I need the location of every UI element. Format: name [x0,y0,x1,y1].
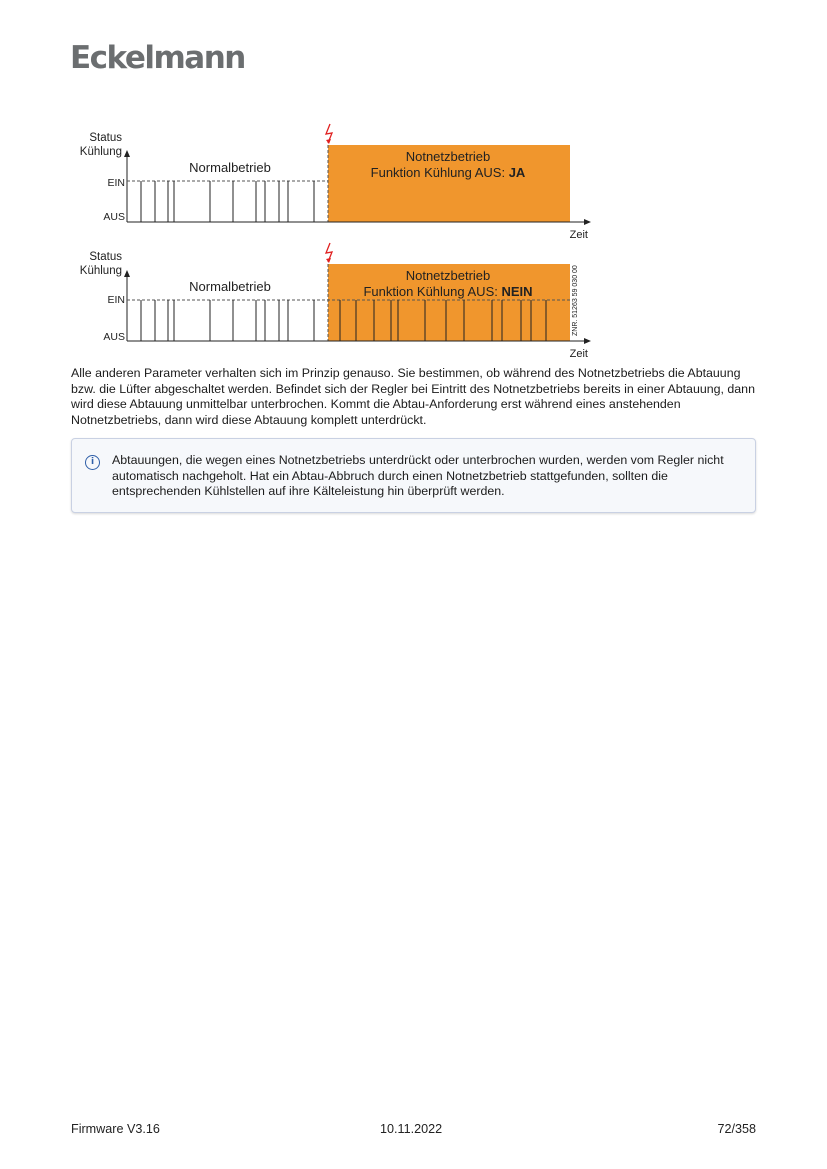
normal-operation-label: Normalbetrieb [189,279,271,294]
info-icon: i [85,455,100,470]
footer-date: 10.11.2022 [380,1122,443,1136]
pulse-marks-top [141,181,314,222]
y-label-cooling: Kühlung [79,146,122,158]
info-note-box [71,438,756,513]
level-off-label: AUS [103,211,125,223]
emergency-title: Notnetzbetrieb [405,268,491,283]
x-axis-arrow-top [584,219,591,225]
emergency-title: Notnetzbetrieb [405,149,491,164]
diagram-bottom [80,243,591,360]
x-label-time: Zeit [569,229,588,241]
footer-page-number: 72/358 [717,1122,756,1136]
lightning-arrowhead [326,258,331,263]
x-label-time: Zeit [569,348,588,360]
emergency-function-line [371,165,526,180]
body-paragraph: Alle anderen Parameter verhalten sich im Prinzip genauso. Sie bestimmen, ob während des Notnetzbetriebs die Abtauung bzw. die Lüfter abgeschaltet werden. Befindet sich der Regler bei Eintritt des Notnetzbetriebs bereits in einer Abtauung, dann wird diese Abtauung unmittelbar unterbrochen. Kommt die Abtau-Anforderung erst während eines anstehenden Notnetzbetriebs, dann wird diese Abtauung komplett unterdrückt. [71,366,755,427]
figure-id: ZNR. 51263 59 030 00 [572,265,579,336]
emergency-function-prefix: Funktion Kühlung AUS: [370,165,506,180]
y-axis-arrow-bottom [124,270,130,277]
y-label-status: Status [89,132,122,144]
emergency-function-line [363,284,532,299]
emergency-operation-diagrams [0,0,827,365]
emergency-function-value: JA [508,165,526,180]
diagram-top [80,124,591,241]
y-axis-arrow-top [124,150,130,157]
lightning-arrowhead [326,139,331,144]
x-axis-arrow-bottom [584,338,591,344]
y-label-cooling: Kühlung [79,265,122,277]
y-label-status: Status [89,251,122,263]
normal-operation-label: Normalbetrieb [189,160,271,175]
level-off-label: AUS [103,331,125,343]
footer-firmware: Firmware V3.16 [71,1122,160,1136]
emergency-function-value: NEIN [501,284,533,299]
emergency-function-prefix: Funktion Kühlung AUS: [363,284,498,299]
company-logo: Eckelmann [70,40,245,76]
level-on-label: EIN [107,294,125,306]
level-on-label: EIN [107,177,125,189]
info-note-text: Abtauungen, die wegen eines Notnetzbetriebs unterdrückt oder unterbrochen wurden, werden vom Regler nicht automatisch nachgeholt. Hat ein Abtau-Abbruch durch einen Notnetzbetrieb stattgefunden, sollten die entsprechenden Kühlstellen auf ihre Kälteleistung hin überprüft werden. [112,453,724,499]
